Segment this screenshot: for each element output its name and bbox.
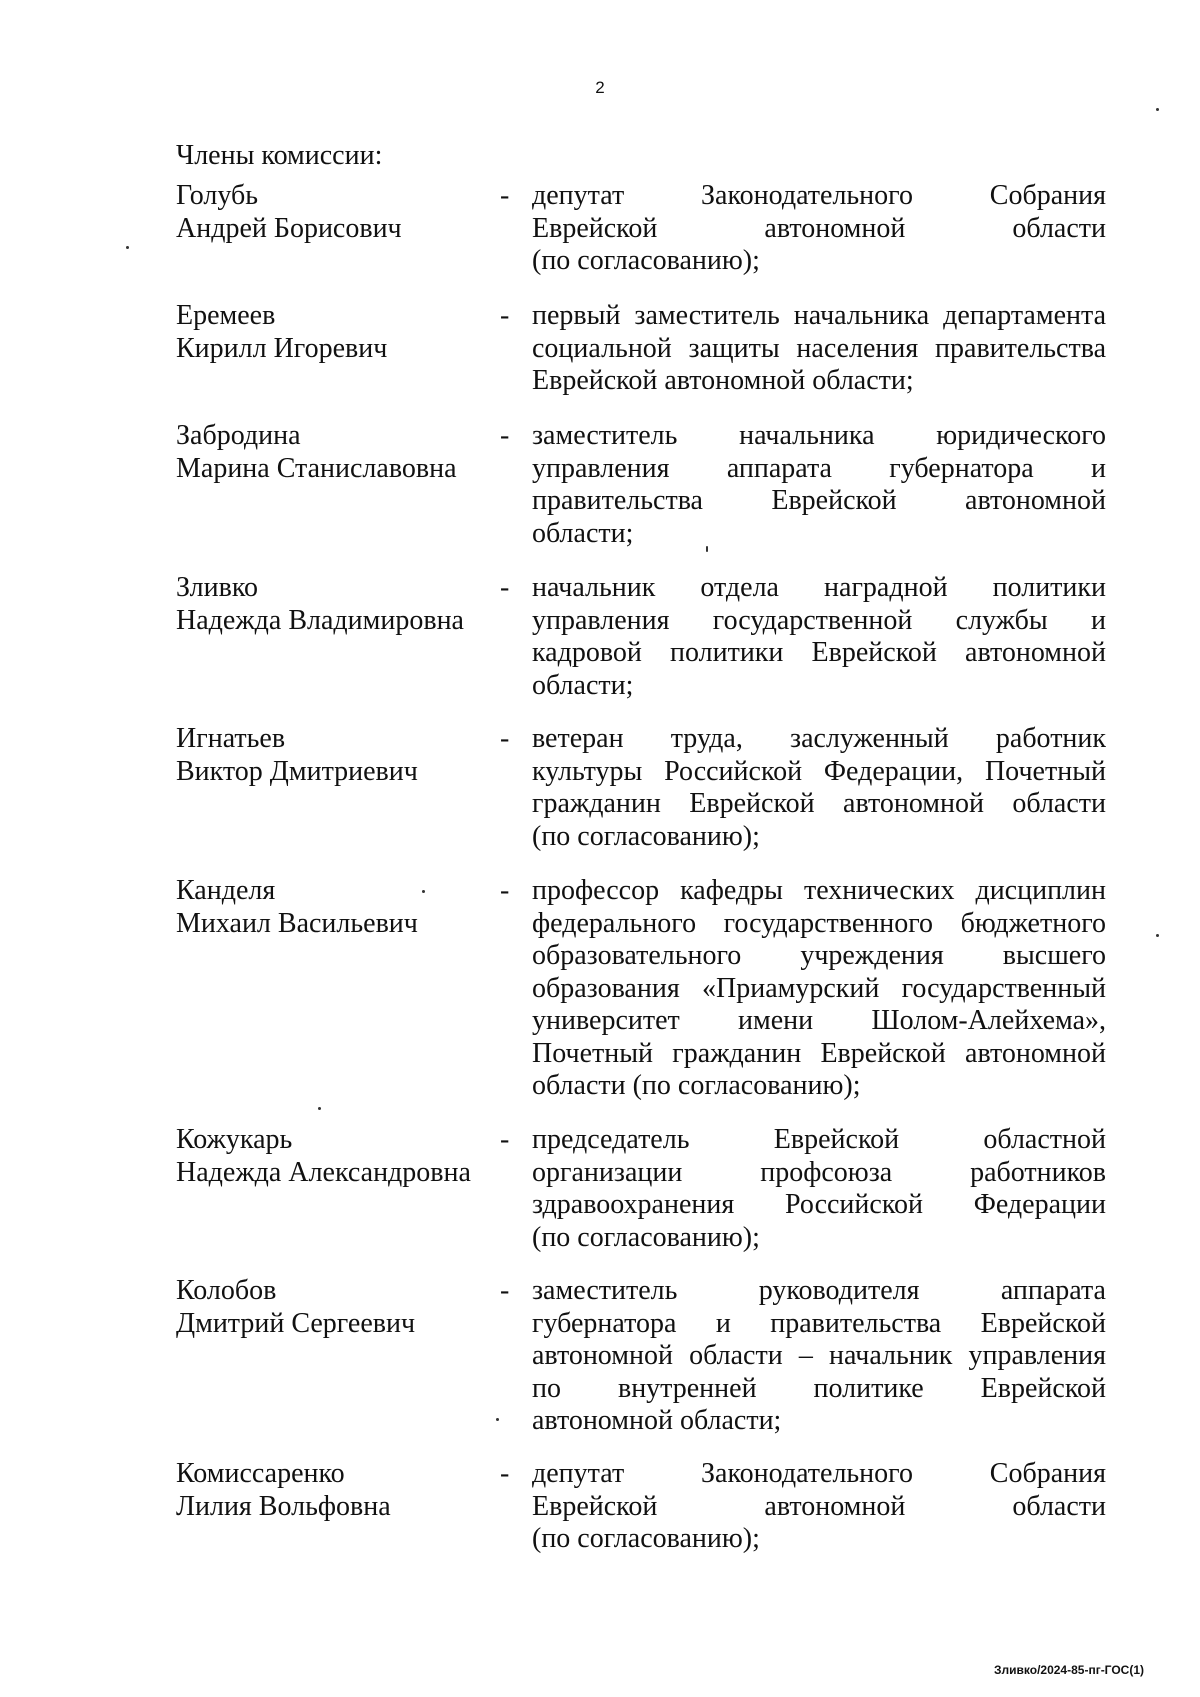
page-number: 2 bbox=[595, 78, 605, 97]
position-line: кадровой политики Еврейской автономной bbox=[532, 637, 1106, 668]
member-name bbox=[176, 875, 496, 1103]
position-line: области; bbox=[532, 517, 634, 549]
position-line: профессор кафедры технических дисциплин bbox=[532, 875, 1106, 906]
member-position bbox=[532, 420, 1106, 550]
member-entry bbox=[176, 300, 1106, 398]
member-entry bbox=[176, 875, 1106, 1103]
member-given-names: Дмитрий Сергеевич bbox=[176, 1307, 416, 1339]
position-line: первый заместитель начальника департамента bbox=[532, 300, 1106, 331]
position-line: Почетный гражданин Еврейской автономной bbox=[532, 1037, 1106, 1069]
position-line: Еврейской автономной области bbox=[532, 212, 1106, 244]
member-surname: Колобов bbox=[176, 1275, 277, 1306]
member-entry bbox=[176, 723, 1106, 853]
scan-speck bbox=[422, 890, 425, 893]
position-line: председатель Еврейской областной bbox=[532, 1124, 1106, 1155]
member-position bbox=[532, 300, 1106, 398]
position-line: области (по согласованию); bbox=[532, 1070, 861, 1101]
member-surname: Еремеев bbox=[176, 300, 276, 331]
position-line: по внутренней политике Еврейской bbox=[532, 1372, 1106, 1404]
member-position bbox=[532, 1275, 1106, 1438]
scan-speck bbox=[496, 1418, 499, 1421]
position-line: управления государственной службы и bbox=[532, 604, 1106, 636]
member-name bbox=[176, 1124, 496, 1254]
position-line: федерального государственного бюджетного bbox=[532, 907, 1106, 939]
position-line: начальник отдела наградной политики bbox=[532, 572, 1106, 603]
member-given-names: Михаил Васильевич bbox=[176, 907, 418, 939]
member-dash: - bbox=[500, 875, 510, 906]
member-dash: - bbox=[500, 420, 510, 451]
position-line: заместитель руководителя аппарата bbox=[532, 1275, 1106, 1306]
document-code: Зливко/2024-85-пг-ГОС(1) bbox=[994, 1663, 1144, 1677]
position-line: образовательного учреждения высшего bbox=[532, 940, 1106, 971]
member-position bbox=[532, 1124, 1106, 1254]
member-name bbox=[176, 180, 496, 278]
section-heading: Члены комиссии: bbox=[176, 140, 383, 171]
position-line: социальной защиты населения правительства bbox=[532, 332, 1106, 364]
member-dash: - bbox=[500, 1124, 510, 1155]
position-line: образования «Приамурский государственный bbox=[532, 972, 1106, 1004]
member-name bbox=[176, 1458, 496, 1556]
member-name bbox=[176, 300, 496, 398]
member-entry bbox=[176, 180, 1106, 278]
position-line: организации профсоюза работников bbox=[532, 1156, 1106, 1188]
position-line: Еврейской автономной области; bbox=[532, 365, 914, 396]
member-entry bbox=[176, 572, 1106, 702]
member-surname: Канделя bbox=[176, 875, 276, 906]
member-dash: - bbox=[500, 1275, 510, 1306]
position-line: (по согласованию); bbox=[532, 1221, 760, 1253]
position-line: управления аппарата губернатора и bbox=[532, 452, 1106, 484]
position-line: университет имени Шолом-Алейхема», bbox=[532, 1005, 1106, 1036]
member-entry bbox=[176, 1124, 1106, 1254]
member-given-names: Андрей Борисович bbox=[176, 212, 402, 244]
position-line: Еврейской автономной области bbox=[532, 1490, 1106, 1522]
position-line: заместитель начальника юридического bbox=[532, 420, 1106, 451]
position-line: области; bbox=[532, 669, 634, 701]
member-surname: Забродина bbox=[176, 420, 301, 451]
member-name bbox=[176, 420, 496, 550]
position-line: правительства Еврейской автономной bbox=[532, 485, 1106, 516]
member-given-names: Надежда Владимировна bbox=[176, 604, 464, 636]
member-position bbox=[532, 180, 1106, 278]
scan-speck bbox=[318, 1107, 321, 1110]
member-name bbox=[176, 723, 496, 853]
position-line: ветеран труда, заслуженный работник bbox=[532, 723, 1106, 754]
position-line: депутат Законодательного Собрания bbox=[532, 1458, 1106, 1489]
member-name bbox=[176, 1275, 496, 1438]
member-surname: Комиссаренко bbox=[176, 1458, 345, 1489]
position-line: (по согласованию); bbox=[532, 245, 760, 276]
member-position bbox=[532, 572, 1106, 702]
position-line: автономной области – начальник управления bbox=[532, 1340, 1106, 1371]
position-line: губернатора и правительства Еврейской bbox=[532, 1307, 1106, 1339]
position-line: культуры Российской Федерации, Почетный bbox=[532, 755, 1106, 787]
member-surname: Голубь bbox=[176, 180, 258, 211]
member-surname: Игнатьев bbox=[176, 723, 286, 754]
member-given-names: Надежда Александровна bbox=[176, 1156, 471, 1188]
scan-speck bbox=[1156, 934, 1159, 937]
scan-speck bbox=[706, 546, 708, 552]
member-surname: Кожукарь bbox=[176, 1124, 293, 1155]
member-position bbox=[532, 875, 1106, 1103]
member-entry bbox=[176, 1275, 1106, 1438]
scan-speck bbox=[126, 246, 129, 249]
position-line: гражданин Еврейской автономной области bbox=[532, 788, 1106, 819]
position-line: (по согласованию); bbox=[532, 820, 760, 852]
position-line: (по согласованию); bbox=[532, 1523, 760, 1554]
member-dash: - bbox=[500, 723, 510, 754]
scan-speck bbox=[1156, 108, 1159, 111]
member-given-names: Виктор Дмитриевич bbox=[176, 755, 418, 787]
member-given-names: Лилия Вольфовна bbox=[176, 1490, 391, 1522]
member-given-names: Марина Станиславовна bbox=[176, 452, 457, 484]
position-line: здравоохранения Российской Федерации bbox=[532, 1189, 1106, 1220]
member-dash: - bbox=[500, 1458, 510, 1489]
position-line: автономной области; bbox=[532, 1405, 782, 1436]
member-entry bbox=[176, 420, 1106, 550]
member-position bbox=[532, 1458, 1106, 1556]
member-position bbox=[532, 723, 1106, 853]
member-given-names: Кирилл Игоревич bbox=[176, 332, 388, 364]
member-name bbox=[176, 572, 496, 702]
member-surname: Зливко bbox=[176, 572, 259, 603]
member-dash: - bbox=[500, 180, 510, 211]
member-dash: - bbox=[500, 300, 510, 331]
member-dash: - bbox=[500, 572, 510, 603]
member-entry bbox=[176, 1458, 1106, 1556]
position-line: депутат Законодательного Собрания bbox=[532, 180, 1106, 211]
